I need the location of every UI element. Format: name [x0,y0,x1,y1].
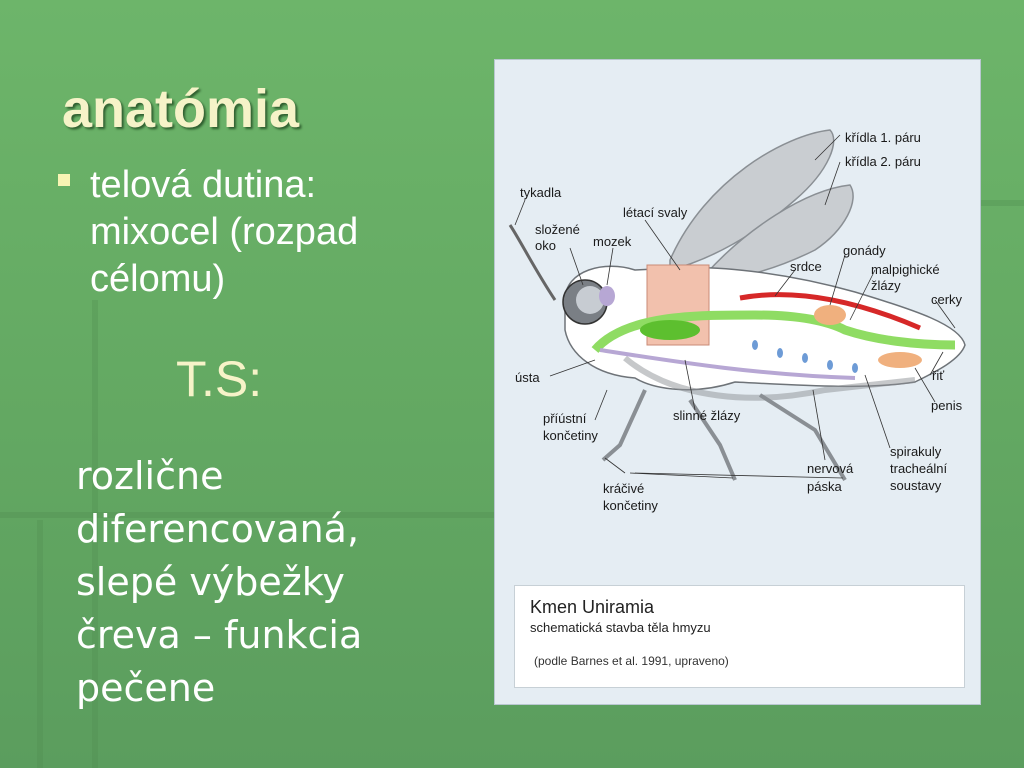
stomach [640,320,700,340]
label-walking-2: končetiny [603,498,658,513]
label-nerve-2: páska [807,479,842,494]
penis-organ [878,352,922,368]
caption-title: Kmen Uniramia [530,597,655,617]
label-spiracles-3: soustavy [890,478,942,493]
label-antennae: tykadla [520,185,562,200]
label-wings1: křídla 1. páru [845,130,921,145]
label-gonads: gonády [843,243,886,258]
label-compound-eye-1: složené [535,222,580,237]
label-mouth: ústa [515,370,540,385]
label-walking-1: kráčivé [603,481,645,496]
label-cerci: cerky [931,292,963,307]
brain [599,286,615,306]
label-mouthparts-2: končetiny [543,428,598,443]
bullet-square-icon [58,174,70,186]
slide-title: anatómia [62,79,300,139]
insect-anatomy-figure [494,59,981,705]
label-mouthparts-1: příústní [543,411,587,426]
body-paragraph: rozlične diferencovaná, slepé výbežky čreva – funkcia pečene [76,454,363,710]
figure-caption [514,585,965,688]
label-spiracles-1: spirakuly [890,444,942,459]
caption-subtitle: schematická stavba těla hmyzu [530,620,711,635]
bullet-text: telová dutina: mixocel (rozpad célomu) [90,164,359,300]
caption-source: (podle Barnes et al. 1991, upraveno) [534,654,729,668]
label-flight-muscles: létací svaly [623,205,688,220]
label-brain: mozek [593,234,632,249]
label-anus: řiť [932,368,945,383]
label-heart: srdce [790,259,822,274]
label-nerve-1: nervová [807,461,854,476]
background-line [981,200,1024,206]
bullet-item [58,162,438,303]
label-compound-eye-2: oko [535,238,556,253]
label-spiracles-2: tracheální [890,461,948,476]
gonad [814,305,846,325]
label-malpighian-2: žlázy [871,278,901,293]
label-salivary: slinné žlázy [673,408,741,423]
label-malpighian-1: malpighické [871,262,940,277]
background-line [37,520,43,768]
ts-label: T.S: [176,351,263,407]
leg-front [603,390,645,460]
label-penis: penis [931,398,963,413]
label-wings2: křídla 2. páru [845,154,921,169]
